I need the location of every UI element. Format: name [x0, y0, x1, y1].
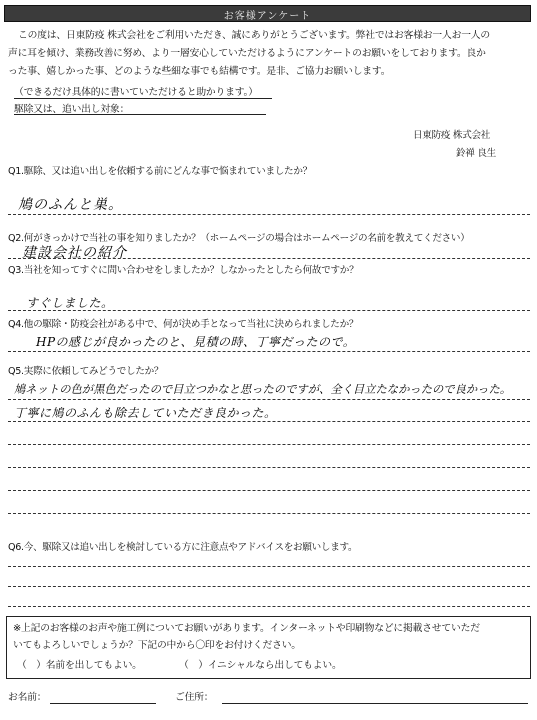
answer-line	[8, 351, 530, 352]
answer-line	[8, 444, 530, 445]
intro-underline	[14, 98, 272, 99]
answer-4: HPの感じが良かったのと、見積の時、丁寧だったので。	[36, 335, 356, 349]
answer-2: 建設会社の紹介	[22, 245, 127, 261]
question-5: Q5.実際に依頼してみどうでしたか？	[8, 366, 164, 377]
answer-line	[8, 399, 530, 400]
answer-line	[8, 310, 530, 311]
answer-line	[8, 606, 530, 607]
address-label: ご住所：	[175, 692, 214, 703]
intro-line-3: った事、嬉しかった事、どのような些細な事でも結構です。是非、ご協力お願いします。	[8, 66, 391, 77]
answer-line	[8, 586, 530, 587]
answer-line	[8, 258, 530, 259]
answer-line	[8, 421, 530, 422]
name-label: お名前：	[8, 692, 47, 703]
company-name: 日東防疫 株式会社	[413, 130, 491, 141]
intro-line-4: （できるだけ具体的に書いていただけると助かります。）	[14, 87, 258, 98]
answer-line	[8, 214, 530, 215]
answer-line	[8, 566, 530, 567]
question-6: Q6.今、駆除又は追い出しを検討している方に注意点やアドバイスをお願いします。	[8, 542, 358, 553]
title-bar	[4, 5, 531, 22]
question-3: Q3.当社を知ってすぐに問い合わせをしましたか？しなかったとしたら何故ですか？	[8, 265, 359, 276]
intro-line-1: この度は、日東防疫 株式会社をご利用いただき、誠にありがとうございます。弊社ではお客様お一人お一人の	[18, 30, 490, 41]
answer-3: すぐしました。	[26, 296, 114, 310]
consent-box	[6, 616, 531, 679]
consent-text-line-2: いてもよろしいでしょうか？下記の中から〇印をお付けください。	[13, 640, 301, 651]
target-underline	[14, 114, 266, 115]
answer-5-line-1: 鳩ネットの色が黒色だったので目立つかなと思ったのですが、全く目立たなかったので良かった。	[14, 383, 512, 396]
target-label: 駆除又は、追い出し対象：	[14, 104, 130, 115]
consent-option-name[interactable]: （ ）名前を出してもよい。	[17, 660, 142, 671]
answer-line	[8, 467, 530, 468]
address-field[interactable]	[222, 703, 528, 704]
survey-title: お客様アンケート	[223, 11, 312, 22]
representative-name: 鈴禅 良生	[456, 148, 496, 159]
consent-option-initials[interactable]: （ ）イニシャルなら出してもよい。	[179, 660, 342, 671]
intro-line-2: 声に耳を傾け、業務改善に努め、より一層安心していただけるようにアンケートのお願いをしております。良か	[8, 48, 486, 59]
question-2: Q2.何がきっかけで当社の事を知りましたか？（ホームページの場合はホームページの名前を教えてください）	[8, 233, 470, 244]
question-4: Q4.他の駆除・防疫会社がある中で、何が決め手となって当社に決められましたか？	[8, 319, 359, 330]
consent-text-line-1: ※上記のお客様のお声や施工例についてお願いがあります。インターネットや印刷物などに掲載させていただ	[13, 623, 480, 634]
answer-line	[8, 513, 530, 514]
answer-line	[8, 490, 530, 491]
answer-1: 鳩のふんと巣。	[18, 197, 123, 213]
name-field[interactable]	[50, 703, 156, 704]
question-1: Q1.駆除、又は追い出しを依頼する前にどんな事で悩まれていましたか？	[8, 166, 312, 177]
answer-5-line-2: 丁寧に鳩のふんも除去していただき良かった。	[14, 406, 277, 420]
